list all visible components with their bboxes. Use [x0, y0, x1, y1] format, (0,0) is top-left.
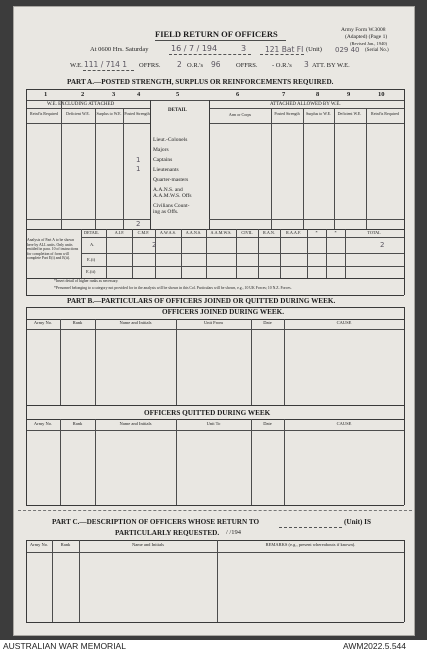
ors2-label: - O.R.'s	[272, 62, 292, 69]
analysis-col-head: *	[334, 230, 337, 235]
return-date: 16 / 7 / 194	[171, 44, 218, 53]
rank-label: Lieut.-Colonels	[153, 137, 188, 143]
joined-col-cause: CAUSE	[336, 320, 352, 325]
rank-label: A.A.M.W.S. Offs	[153, 193, 192, 199]
att-value: 3	[304, 60, 309, 69]
analysis-total-value: 2	[380, 241, 385, 249]
we-label: W.E.	[70, 62, 83, 69]
analysis-note: Analysis of Part A to be shown here by ALL units. Only units entitled in para. 10 of instructions for completion of form will complete Part E(i) and E(ii).	[27, 238, 79, 261]
deficient-head: Deficient W.E.	[66, 111, 90, 116]
serial-label: (Serial No.)	[365, 48, 389, 53]
surplus-head: Surplus to W.E.	[96, 111, 122, 116]
col-number: 5	[176, 91, 180, 98]
archive-footer	[0, 640, 427, 653]
we-value: 111 / 714 1	[84, 60, 128, 69]
part-c-col-name: Name and Initials	[132, 542, 164, 547]
footnote-1: *Insert detail of higher ranks as necessary.	[54, 279, 119, 283]
rank-label: Majors	[153, 147, 169, 153]
posted-strength-head: Posted Strength	[124, 111, 150, 116]
attached-heading: ATTACHED ALLOWED BY W.E.	[270, 102, 341, 107]
col-number: 9	[347, 91, 351, 98]
return-year-digit: 3	[241, 44, 247, 53]
col-number: 7	[282, 91, 286, 98]
quitted-col-cause: CAUSE	[336, 421, 352, 426]
reinfts-required-head-2: Reinf'ts Required	[371, 111, 399, 116]
rank-label: Lieutenants	[153, 167, 179, 173]
posted-total-value: 2	[136, 220, 141, 228]
analysis-col-head: R.A.N.	[263, 230, 275, 235]
rank-label: A.A.N.S. and	[153, 187, 183, 193]
unit-value: 121 Bat FI	[265, 45, 304, 54]
part-c-heading-2: PARTICULARLY REQUESTED.	[115, 529, 220, 537]
col-number: 6	[236, 91, 240, 98]
quitted-col-unit-to: Unit To	[206, 421, 221, 426]
analysis-aif-value: 2	[152, 241, 157, 249]
analysis-col-head: R.A.A.F.	[285, 230, 302, 235]
analysis-row-eii: E.(ii)	[86, 269, 96, 274]
serial-value: 029 40	[335, 46, 360, 54]
col-number: 10	[378, 91, 385, 98]
quitted-col-rank: Rank	[72, 421, 83, 426]
col-number: 8	[316, 91, 320, 98]
analysis-col-head: A.I.F.	[114, 230, 125, 235]
time-label: At 0600 Hrs. Saturday	[90, 46, 149, 53]
analysis-row-ei: E.(i)	[87, 257, 96, 262]
part-c-date-blank: / /194	[226, 529, 241, 536]
joined-title: OFFICERS JOINED DURING WEEK.	[162, 308, 285, 316]
posted-strength-head-2: Posted Strength	[274, 111, 300, 116]
joined-col-date: Date	[263, 320, 272, 325]
form-adapted: (Adapted) (Page 1)	[345, 34, 388, 40]
joined-col-name: Name and Initials	[119, 320, 152, 325]
part-b-heading: PART B.—PARTICULARS OF OFFICERS JOINED OR QUITTED DURING WEEK.	[67, 297, 336, 305]
joined-col-unit-from: Unit From	[204, 320, 223, 325]
part-c-unit-is: (Unit) IS	[344, 518, 371, 526]
rank-label: ing as Offs.	[153, 209, 179, 215]
col-number: 3	[112, 91, 116, 98]
detail-heading: DETAIL	[168, 108, 187, 113]
form-title: FIELD RETURN OF OFFICERS	[155, 29, 278, 39]
part-a-heading: PART A.—POSTED STRENGTH, SURPLUS OR REINFORCEMENTS REQUIRED.	[67, 78, 334, 86]
col-number: 2	[81, 91, 85, 98]
att-label: ATT. BY W.E.	[312, 62, 350, 69]
quitted-col-name: Name and Initials	[119, 421, 152, 426]
quitted-title: OFFICERS QUITTED DURING WEEK	[144, 409, 271, 417]
col-number: 4	[137, 91, 141, 98]
reinfts-required-head: Reinf'ts Required	[30, 111, 58, 116]
rank-label: Civilians Count-	[153, 203, 190, 209]
analysis-col-head: *	[315, 230, 318, 235]
analysis-col-head: A.W.A.S.	[159, 230, 177, 235]
footer-accession: AWM2022.5.544	[343, 641, 406, 651]
form-revised: (Revised Jan., 1940)	[350, 41, 387, 46]
analysis-row-a: A.	[90, 242, 95, 247]
we-excl-heading: W.E. EXCLUDING ATTACHED	[47, 102, 115, 107]
posted-lieutenants-value: 1	[136, 165, 141, 173]
form-sheet	[13, 6, 415, 636]
analysis-col-head: A.A.M.W.S.	[210, 230, 232, 235]
quitted-col-date: Date	[263, 421, 272, 426]
analysis-col-head: TOTAL	[367, 230, 381, 235]
part-c-heading: PART C.—DESCRIPTION OF OFFICERS WHOSE RETURN TO	[52, 518, 260, 526]
rank-label: Quarter-masters	[153, 177, 189, 183]
offrs2-label: OFFRS.	[236, 62, 258, 69]
offrs-label: OFFRS.	[139, 62, 161, 69]
arm-corps-head: Arm or Corps	[228, 112, 252, 117]
joined-col-army-no: Army No.	[33, 320, 53, 325]
deficient-head-2: Deficient W.E.	[337, 111, 362, 116]
offrs-value: 2	[177, 60, 182, 69]
analysis-col-head: CIVIL	[241, 230, 253, 235]
footer-institution: AUSTRALIAN WAR MEMORIAL	[3, 641, 126, 651]
form-number: Army Form W.3008	[341, 27, 386, 33]
analysis-col-head: A.A.N.S.	[185, 230, 202, 235]
ors-value: 96	[211, 60, 221, 69]
unit-label: (Unit)	[306, 46, 322, 53]
quitted-col-army-no: Army No.	[33, 421, 53, 426]
rank-label: Captains	[153, 157, 173, 163]
footnote-2: *Personnel belonging to a category not provided for in the analysis will be shown in this Col. Particulars will be shown, e.g., 10 UK Forces; 10 N.Z. Forces.	[54, 286, 292, 290]
ors-label: O.R.'s	[187, 62, 203, 69]
analysis-col-head: C.M.F.	[137, 230, 150, 235]
col-number: 1	[44, 91, 48, 98]
joined-col-rank: Rank	[72, 320, 83, 325]
surplus-head-2: Surplus to W.E.	[305, 111, 332, 116]
part-c-col-rank: Rank	[60, 542, 71, 547]
analysis-detail-head: DETAIL	[84, 230, 99, 235]
posted-captains-value: 1	[136, 156, 141, 164]
part-c-col-army-no: Army No.	[29, 542, 49, 547]
part-c-col-remarks: REMARKS (e.g., present whereabouts if known).	[265, 542, 356, 547]
